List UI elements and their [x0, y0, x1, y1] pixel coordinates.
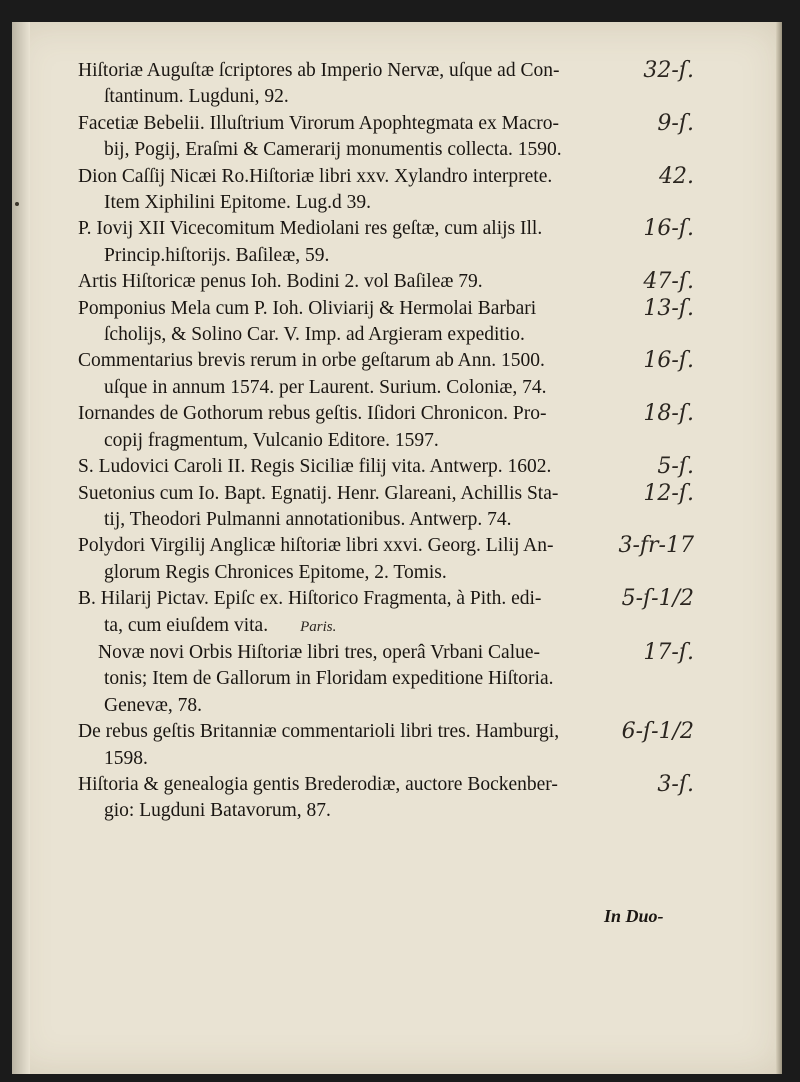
entry-continuation-line: gio: Lugduni Batavorum, 87.	[104, 800, 331, 822]
entry-title-line: S. Ludovici Caroli II. Regis Siciliæ filij vita. Antwerp. 1602.	[78, 456, 552, 478]
catalog-entry	[78, 533, 698, 586]
handwritten-price: 17-ſ.	[643, 639, 694, 665]
entry-continuation-line: uſque in annum 1574. per Laurent. Surium. Coloniæ, 74.	[104, 376, 547, 398]
catalog-entry	[78, 640, 698, 719]
handwritten-annotation: Paris.	[300, 618, 337, 635]
entry-title-line: Iornandes de Gothorum rebus geſtis. Iſidori Chronicon. Pro-	[78, 403, 547, 425]
catchword: In Duo-	[604, 906, 664, 926]
handwritten-price: 5-ſ-1/2	[621, 586, 694, 612]
handwritten-price: 13-ſ.	[643, 295, 694, 321]
page-gutter	[12, 22, 30, 1074]
entry-title-line: Facetiæ Bebelii. Illuſtrium Virorum Apophtegmata ex Macro-	[78, 112, 559, 134]
catalog-entry	[78, 296, 698, 349]
entry-title-line: Hiſtoriæ Auguſtæ ſcriptores ab Imperio Nervæ, uſque ad Con-	[78, 60, 560, 81]
entry-continuation-line: Genevæ, 78.	[104, 694, 203, 716]
catalog-entry	[78, 401, 698, 454]
catalog-entry	[78, 111, 698, 164]
entry-title-line: De rebus geſtis Britanniæ commentarioli libri tres. Hamburgi,	[78, 721, 560, 743]
handwritten-price: 18-ſ.	[643, 401, 694, 427]
catalog-entries	[78, 58, 698, 825]
handwritten-price: 6-ſ-1/2	[621, 719, 694, 745]
handwritten-price: 32-ſ.	[643, 58, 694, 83]
catalog-entry	[78, 481, 698, 534]
entry-title-line: Artis Hiſtoricæ penus Ioh. Bodini 2. vol Baſileæ 79.	[78, 271, 483, 293]
handwritten-price: 9-ſ.	[657, 110, 694, 136]
catalog-entry	[78, 348, 698, 401]
catalog-entry	[78, 269, 698, 295]
entry-title-line: Novæ novi Orbis Hiſtoriæ libri tres, operâ Vrbani Calue-	[98, 641, 541, 663]
entry-continuation-line: ta, cum eiuſdem vita. Paris.	[104, 614, 337, 636]
page-edge	[776, 22, 782, 1074]
handwritten-price: 12-ſ.	[643, 480, 694, 506]
handwritten-price: 3-ſ.	[657, 771, 694, 797]
entry-title-line: Suetonius cum Io. Bapt. Egnatij. Henr. Glareani, Achillis Sta-	[78, 482, 559, 504]
entry-continuation-line: ſtantinum. Lugduni, 92.	[104, 86, 289, 108]
catalog-entry	[78, 216, 698, 269]
handwritten-price: 5-ſ.	[657, 454, 694, 480]
entry-title-line: Polydori Virgilij Anglicæ hiſtoriæ libri xxvi. Georg. Lilij An-	[78, 535, 554, 557]
handwritten-price: 16-ſ.	[643, 216, 694, 242]
catalog-entry	[78, 58, 698, 111]
entry-title-line: Pomponius Mela cum P. Ioh. Oliviarij & Hermolai Barbari	[78, 297, 537, 319]
handwritten-price: 47-ſ.	[643, 269, 694, 295]
entry-title-line: B. Hilarij Pictav. Epiſc ex. Hiſtorico Fragmenta, à Pith. edi-	[78, 588, 542, 610]
catalog-entry	[78, 164, 698, 217]
entry-continuation-line: copij fragmentum, Vulcanio Editore. 1597.	[104, 429, 439, 451]
entry-title-line: Commentarius brevis rerum in orbe geſtarum ab Ann. 1500.	[78, 350, 545, 372]
handwritten-price: 42.	[659, 163, 694, 189]
entry-continuation-line: ſcholijs, & Solino Car. V. Imp. ad Argieram expeditio.	[104, 324, 525, 346]
entry-continuation-line: 1598.	[104, 747, 148, 769]
catalog-entry	[78, 454, 698, 480]
entry-title-line: P. Iovij XII Vicecomitum Mediolani res geſtæ, cum alijs Ill.	[78, 218, 543, 240]
catalog-entry	[78, 719, 698, 772]
entry-title-line: Hiſtoria & genealogia gentis Brederodiæ, auctore Bockenber-	[78, 773, 558, 795]
entry-continuation-line: bij, Pogij, Eraſmi & Camerarij monumentis collecta. 1590.	[104, 139, 562, 161]
entry-continuation-line: glorum Regis Chronices Epitome, 2. Tomis.	[104, 561, 447, 583]
margin-mark	[15, 202, 19, 206]
entry-continuation-line: tonis; Item de Gallorum in Floridam expeditione Hiſtoria.	[104, 668, 554, 690]
handwritten-price: 3-fr-17	[618, 533, 694, 559]
entry-continuation-line: Princip.hiſtorijs. Baſileæ, 59.	[104, 244, 330, 266]
catalog-entry	[78, 772, 698, 825]
entry-continuation-line: Item Xiphilini Epitome. Lug.d 39.	[104, 192, 372, 214]
entry-title-line: Dion Caſſij Nicæi Ro.Hiſtoriæ libri xxv. Xylandro interprete.	[78, 165, 553, 187]
handwritten-price: 16-ſ.	[643, 348, 694, 374]
entry-continuation-line: tij, Theodori Pulmanni annotationibus. Antwerp. 74.	[104, 508, 512, 530]
catalog-entry	[78, 586, 698, 640]
